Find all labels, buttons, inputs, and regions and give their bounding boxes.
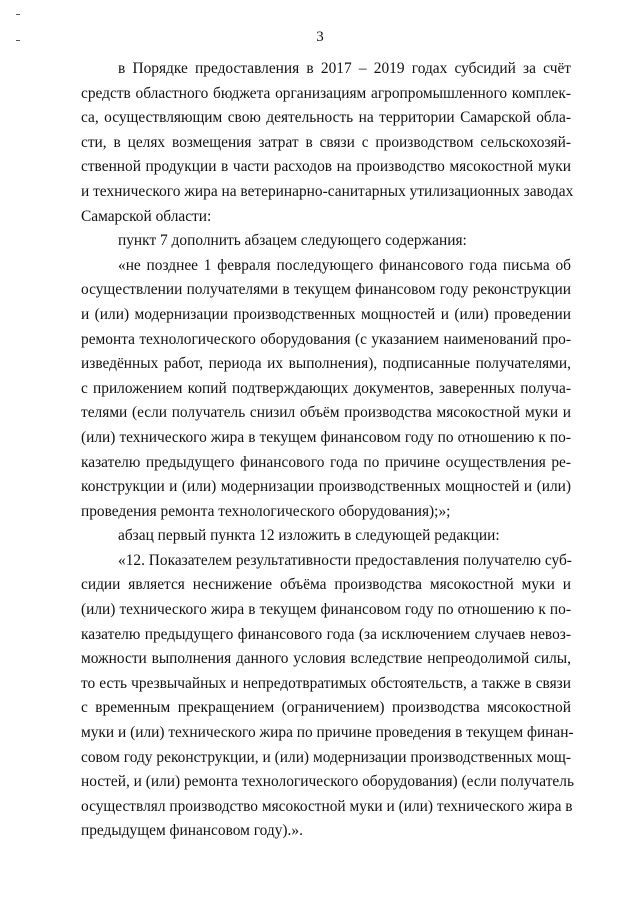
text-line: в Порядке предоставления в 2017 – 2019 годах субсидий за счёт [118, 60, 571, 77]
text-line: средств областного бюджета организациям агропромышленного комплек- [81, 84, 571, 102]
text-line: казателю предыдущего финансового года (за исключением случаев невоз- [81, 625, 571, 643]
text-line: сидии является неснижение объёма производства мясокостной муки и [81, 576, 571, 594]
text-line: казателю предыдущего финансового года по причине осуществления ре- [81, 453, 571, 471]
text-line: абзац первый пункта 12 изложить в следующей редакции: [118, 527, 500, 545]
text-line: совом году реконструкции, и (или) модернизации производственных мощ- [81, 748, 571, 766]
text-line: сти, в целях возмещения затрат в связи с производством сельскохозяй- [81, 133, 571, 151]
text-line: пункт 7 дополнить абзацем следующего содержания: [118, 232, 467, 250]
paragraph-order-title [81, 57, 574, 229]
page-number: 3 [316, 29, 324, 45]
text-line: са, осуществляющим свою деятельность на территории Самарской обла- [81, 109, 571, 127]
text-line: с временным прекращением (ограничением) производства мясокостной [81, 699, 571, 717]
text-line: изведённых работ, периода их выполнения), подписанные получателями, [81, 355, 571, 373]
paragraph-point-7-text [81, 254, 571, 525]
document-body [81, 57, 574, 844]
text-line: конструкции и (или) модернизации производственных мощностей и (или) [81, 478, 571, 496]
text-line: (или) технического жира в текущем финансовом году по отношению к по- [81, 601, 571, 619]
paragraph-point-7-instruction [81, 229, 571, 254]
text-line: с приложением копий подтверждающих документов, заверенных получа- [81, 379, 571, 397]
paragraph-point-12-instruction [81, 524, 571, 549]
text-line: Самарской области: [81, 207, 212, 225]
text-line: (или) технического жира в текущем финансовом году по отношению к по- [81, 428, 571, 446]
text-line: предыдущем финансовом году).». [81, 822, 303, 840]
text-line: ственной продукции в части расходов на производство мясокостной муки [81, 158, 571, 176]
text-line: то есть чрезвычайных и непредотвратимых обстоятельств, а также в связи [81, 674, 571, 692]
text-line: «12. Показателем результативности предоставления получателю суб- [118, 551, 572, 569]
text-line: муки и (или) технического жира по причине проведения в текущем финан- [81, 724, 574, 742]
text-line: проведения ремонта технологического оборудования);»; [81, 502, 451, 520]
text-line: телями (если получатель снизил объём производства мясокостной муки и [81, 404, 571, 422]
text-line: осуществлял производство мясокостной муки и (или) технического жира в [81, 797, 573, 815]
paragraph-point-12-text [81, 549, 574, 844]
text-line: осуществлении получателями в текущем финансовом году реконструкции [81, 281, 571, 299]
text-line: и (или) модернизации производственных мощностей и (или) проведении [81, 305, 571, 323]
text-line: можности выполнения данного условия вследствие непреодолимой силы, [81, 650, 571, 668]
text-line: ностей, и (или) ремонта технологического оборудования) (если получатель [81, 773, 574, 791]
text-line: «не позднее 1 февраля последующего финансового года письма об [118, 256, 571, 274]
text-line: и технического жира на ветеринарно-санитарных утилизационных заводах [81, 182, 574, 200]
margin-mark [16, 14, 20, 15]
text-line: ремонта технологического оборудования (с указанием наименований про- [81, 330, 571, 348]
